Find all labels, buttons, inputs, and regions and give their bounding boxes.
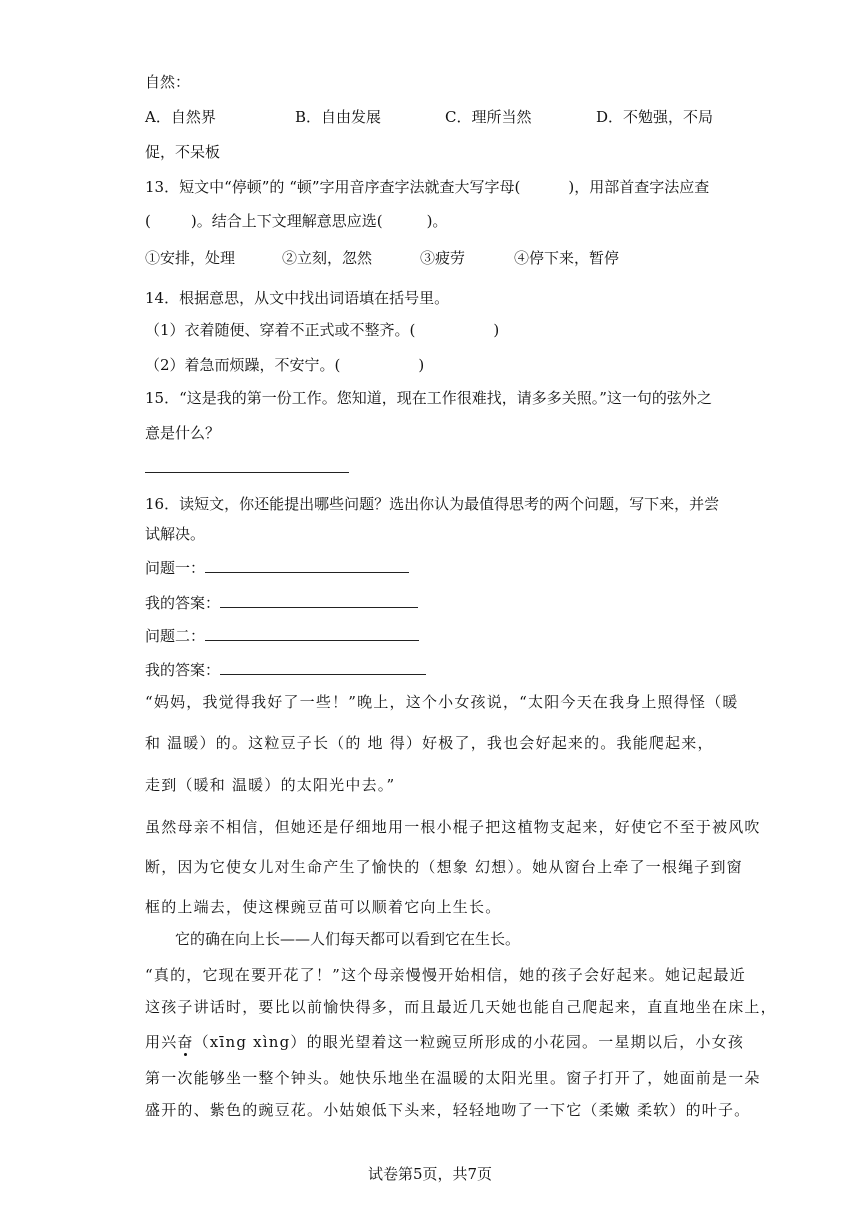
q15-answer-line[interactable] <box>145 458 349 473</box>
q14-item-1: （1）衣着随便、穿着不正式或不整齐。( ) <box>145 321 500 339</box>
q12-option-d: D．不勉强，不局 <box>596 108 714 126</box>
q16-answer2 <box>145 660 426 680</box>
passage-line: 这孩子讲话时，要比以前愉快得多，而且最近几天她也能自己爬起来，直直地坐在床上， <box>145 998 777 1016</box>
q13-line1 <box>145 177 709 197</box>
passage-text: （xīng xìng）的眼光望着这一粒豌豆所形成的小花园。一星期以后，小女孩 <box>193 1033 745 1051</box>
passage-line: 它的确在向上长——人们每天都可以看到它在生长。 <box>175 930 521 948</box>
question1-blank[interactable] <box>205 558 409 573</box>
q14-item-text: （1）衣着随便、穿着不正式或不整齐。( <box>145 321 416 339</box>
passage-line: 虽然母亲不相信，但她还是仔细地用一根小棍子把这植物支起来，好使它不至于被风吹 <box>145 818 761 836</box>
q14-item-text: （2）着急而烦躁，不安宁。( <box>145 356 341 374</box>
passage-line: 第一次能够坐一整个钟头。她快乐地坐在温暖的太阳光里。窗子打开了，她面前是一朵 <box>145 1069 761 1087</box>
q13-choice-4: ④停下来，暂停 <box>514 249 620 267</box>
passage-line: “妈妈，我觉得我好了一些！”晚上，这个小女孩说，“太阳今天在我身上照得怪（暖 <box>145 693 739 711</box>
q13-text: 13．短文中“停顿”的 “顿”字用音序查字法就查大写字母( <box>145 178 521 196</box>
q12-option-b: B．自由发展 <box>295 108 382 126</box>
question-label: 问题二： <box>145 627 206 645</box>
page-footer: 试卷第5页，共7页 <box>367 1165 493 1183</box>
passage-line: “真的，它现在要开花了！”这个母亲慢慢开始相信，她的孩子会好起来。她记起最近 <box>145 966 746 984</box>
passage-line: 框的上端去，使这棵豌豆苗可以顺着它向上生长。 <box>145 898 502 916</box>
q13-text: ( <box>145 212 151 230</box>
q12-option-c: C．理所当然 <box>445 108 532 126</box>
q13-text: )，用部首查字法应查 <box>568 178 710 196</box>
q15-line2: 意是什么？ <box>145 424 221 442</box>
q16-line1: 16．读短文，你还能提出哪些问题？选出你认为最值得思考的两个问题，写下来，并尝 <box>145 495 720 513</box>
passage-line: 断，因为它使女儿对生命产生了愉快的（想象 幻想）。她从窗台上牵了一根绳子到窗 <box>145 858 743 876</box>
question-label: 问题一： <box>145 559 206 577</box>
passage-line: 和 温暖）的。这粒豆子长（的 地 得）好极了，我也会好起来的。我能爬起来， <box>145 734 714 752</box>
answer-label: 我的答案： <box>145 594 221 612</box>
emphasis-char: 奋 <box>177 1033 194 1051</box>
q12-option-intro: 自然： <box>145 73 191 91</box>
q12-option-d-cont: 促，不呆板 <box>145 143 221 161</box>
q13-line2 <box>145 211 447 231</box>
q13-choice-1: ①安排，处理 <box>145 249 236 267</box>
q14-item-2: （2）着急而烦躁，不安宁。( ) <box>145 356 425 374</box>
q13-choice-3: ③疲劳 <box>420 249 466 267</box>
answer2-blank[interactable] <box>220 660 426 675</box>
question2-blank[interactable] <box>205 626 419 641</box>
q15-line1: 15．“这是我的第一份工作。您知道，现在工作很难找，请多多关照。”这一句的弦外之 <box>145 389 712 407</box>
q13-text: )。 <box>426 212 448 230</box>
q16-answer1 <box>145 593 418 613</box>
answer-label: 我的答案： <box>145 661 221 679</box>
q16-question2 <box>145 626 419 646</box>
answer1-blank[interactable] <box>220 593 418 608</box>
q16-question1 <box>145 558 409 578</box>
q13-text: )。结合上下文理解意思应选( <box>190 212 383 230</box>
q14-title: 14．根据意思，从文中找出词语填在括号里。 <box>145 289 450 307</box>
q12-option-a: A．自然界 <box>145 108 216 126</box>
passage-text: 用兴 <box>145 1033 178 1051</box>
q16-line2: 试解决。 <box>145 525 206 543</box>
passage-line: 走到（暖和 温暖）的太阳光中去。” <box>145 776 396 794</box>
passage-line <box>145 1032 744 1052</box>
q13-choice-2: ②立刻，忽然 <box>282 249 373 267</box>
passage-line: 盛开的、紫色的豌豆花。小姑娘低下头来，轻轻地吻了一下它（柔嫩 柔软）的叶子。 <box>145 1101 751 1119</box>
